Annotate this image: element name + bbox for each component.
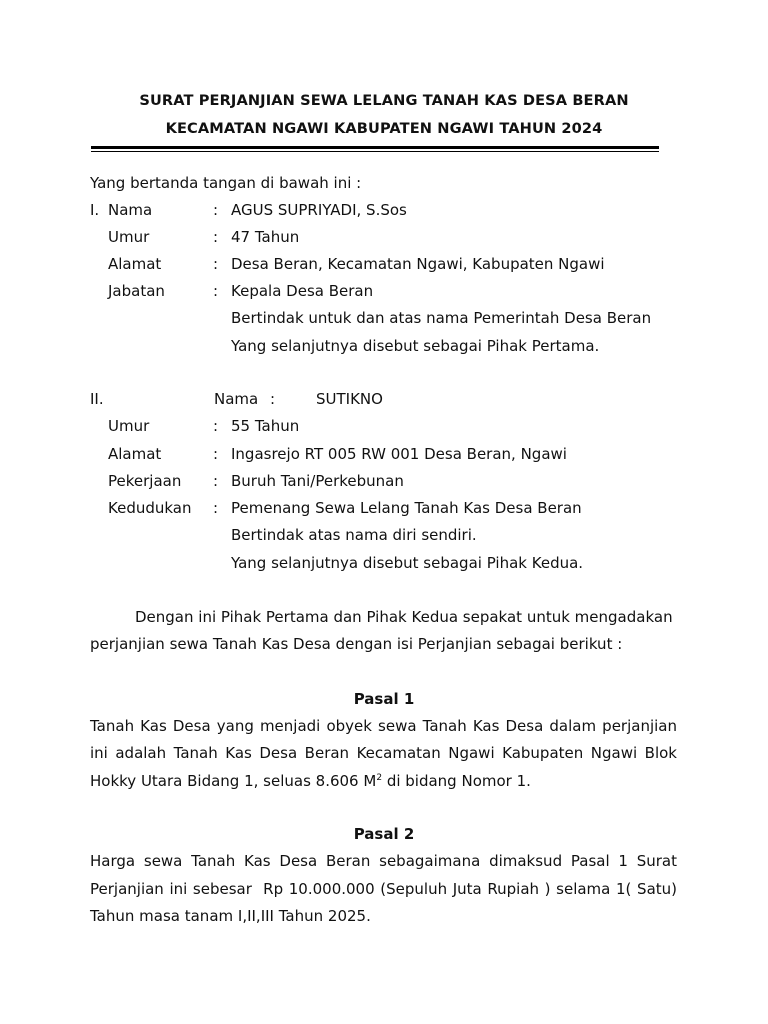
party-1-umur-label: Umur [108, 228, 150, 246]
superscript-2: 2 [376, 773, 383, 783]
party-2-note-1: Bertindak atas nama diri sendiri. [231, 526, 477, 544]
pasal-2-line-1 [90, 852, 677, 870]
pasal-1-heading: Pasal 1 [353, 690, 415, 708]
pasal-2-line-2 [90, 880, 677, 898]
party-1-jabatan-value: Kepala Desa Beran [231, 282, 374, 300]
party-2-nama-value: SUTIKNO [316, 390, 383, 408]
party-2-pekerjaan-label: Pekerjaan [108, 472, 182, 490]
party-2-note-2: Yang selanjutnya disebut sebagai Pihak Kedua. [231, 554, 584, 572]
party-1-number: I. [90, 201, 100, 219]
colon: : [270, 390, 276, 408]
pasal-1-line-3-b: di bidang Nomor 1. [382, 772, 531, 790]
party-1-umur-value: 47 Tahun [231, 228, 300, 246]
pasal-2-line-2-text: Perjanjian ini sebesar Rp 10.000.000 (Sepuluh Juta Rupiah ) selama 1( Satu) [90, 880, 677, 898]
party-1-alamat-label: Alamat [108, 255, 162, 273]
intro-text: Yang bertanda tangan di bawah ini : [90, 174, 362, 192]
pasal-2-line-3: Tahun masa tanam I,II,III Tahun 2025. [90, 907, 371, 925]
party-1-alamat-value: Desa Beran, Kecamatan Ngawi, Kabupaten Ngawi [231, 255, 605, 273]
party-2-kedudukan-value: Pemenang Sewa Lelang Tanah Kas Desa Beran [231, 499, 582, 517]
pasal-1-line-1-text: Tanah Kas Desa yang menjadi obyek sewa Tanah Kas Desa dalam perjanjian [90, 717, 677, 735]
party-1-note-1: Bertindak untuk dan atas nama Pemerintah Desa Beran [231, 309, 652, 327]
pasal-2-line-1-text: Harga sewa Tanah Kas Desa Beran sebagaimana dimaksud Pasal 1 Surat [90, 852, 677, 870]
party-2-pekerjaan-value: Buruh Tani/Perkebunan [231, 472, 404, 490]
colon: : [213, 445, 219, 463]
colon: : [213, 255, 219, 273]
party-1-nama-label: Nama [108, 201, 153, 219]
pasal-2-heading: Pasal 2 [353, 825, 415, 843]
colon: : [213, 417, 219, 435]
title-double-rule-thick [91, 146, 659, 149]
colon: : [213, 282, 219, 300]
pasal-1-line-2 [90, 744, 677, 762]
party-2-umur-value: 55 Tahun [231, 417, 300, 435]
party-1-nama-value: AGUS SUPRIYADI, S.Sos [231, 201, 407, 219]
document-title-line-2: KECAMATAN NGAWI KABUPATEN NGAWI TAHUN 2024 [165, 120, 603, 137]
party-1-note-2: Yang selanjutnya disebut sebagai Pihak Pertama. [231, 337, 600, 355]
colon: : [213, 228, 219, 246]
party-2-kedudukan-label: Kedudukan [108, 499, 192, 517]
document-title-line-1: SURAT PERJANJIAN SEWA LELANG TANAH KAS DESA BERAN [139, 92, 629, 109]
party-2-alamat-value: Ingasrejo RT 005 RW 001 Desa Beran, Ngawi [231, 445, 567, 463]
party-1-jabatan-label: Jabatan [108, 282, 165, 300]
colon: : [213, 472, 219, 490]
party-2-alamat-label: Alamat [108, 445, 162, 463]
agreement-line-1: Dengan ini Pihak Pertama dan Pihak Kedua sepakat untuk mengadakan [135, 608, 673, 626]
party-2-umur-label: Umur [108, 417, 150, 435]
party-2-nama-label: Nama [214, 390, 259, 408]
colon: : [213, 201, 219, 219]
title-double-rule-thin [91, 151, 659, 152]
agreement-line-2: perjanjian sewa Tanah Kas Desa dengan isi Perjanjian sebagai berikut : [90, 635, 623, 653]
pasal-1-line-1 [90, 717, 677, 735]
party-2-number: II. [90, 390, 104, 408]
pasal-1-line-3 [90, 772, 531, 790]
colon: : [213, 499, 219, 517]
pasal-1-line-2-text: ini adalah Tanah Kas Desa Beran Kecamatan Ngawi Kabupaten Ngawi Blok [90, 744, 677, 762]
pasal-1-line-3-a: Hokky Utara Bidang 1, seluas 8.606 M [90, 772, 377, 790]
